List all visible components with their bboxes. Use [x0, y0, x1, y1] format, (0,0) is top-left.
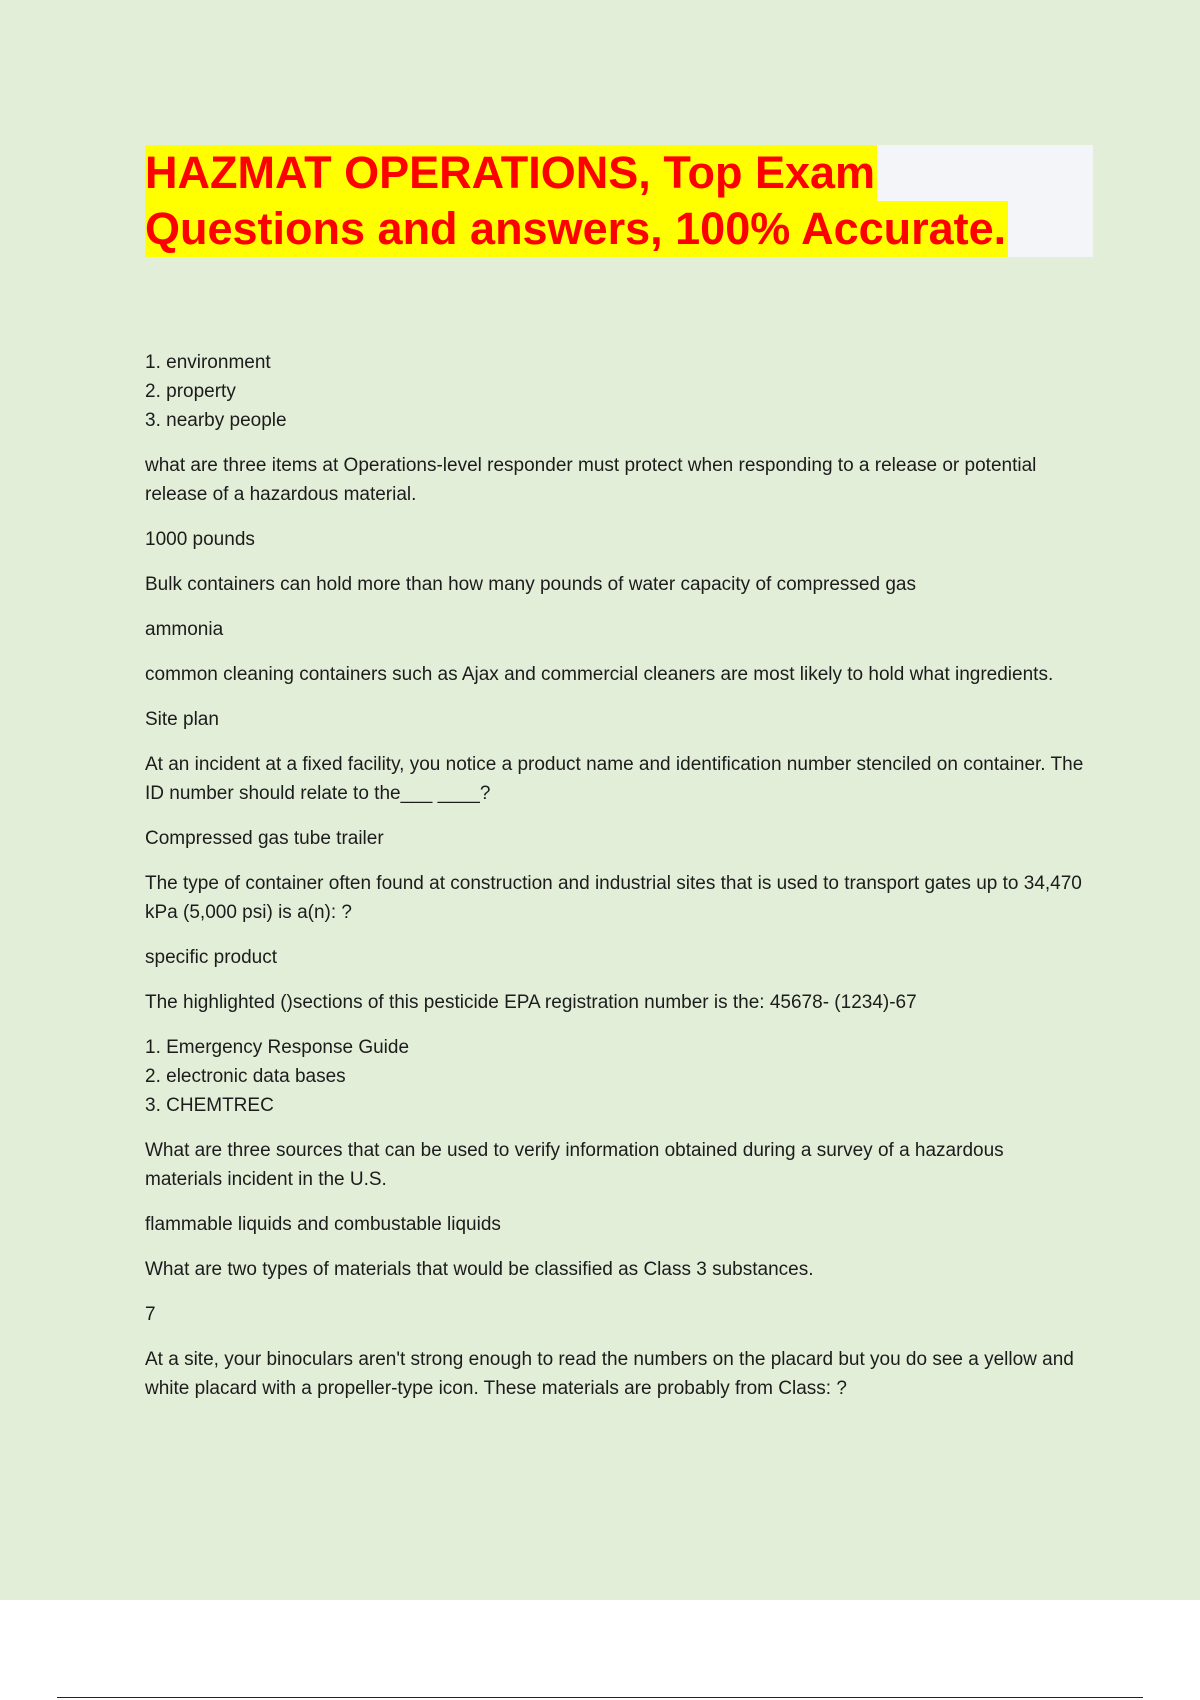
answer-list-item: 3. nearby people [145, 410, 287, 431]
answer-list-item: 3. CHEMTREC [145, 1095, 274, 1116]
question-text: What are two types of materials that would be classified as Class 3 substances. [145, 1259, 814, 1280]
question-text: At a site, your binoculars aren't strong enough to read the numbers on the placard but you do see a yellow and white placard with a propeller-type icon. These materials are probably from Class: ? [145, 1349, 1074, 1399]
question-text: Bulk containers can hold more than how many pounds of water capacity of compressed gas [145, 574, 916, 595]
question-text: The highlighted ()sections of this pesticide EPA registration number is the: 45678- (1234)-67 [145, 992, 917, 1013]
answer-text: specific product [145, 947, 278, 968]
title-box [145, 145, 1093, 257]
question-text: What are three sources that can be used to verify information obtained during a survey of a hazardous materials incident in the U.S. [145, 1140, 1004, 1190]
answer-list-item: 2. property [145, 381, 236, 402]
answer-text: 7 [145, 1304, 156, 1325]
answer-list [145, 1033, 1085, 1120]
document-title-line-1: HAZMAT OPERATIONS, Top Exam [145, 145, 877, 201]
answer-text: flammable liquids and combustable liquids [145, 1214, 501, 1235]
answer-list [145, 348, 1085, 435]
answer-text: ammonia [145, 619, 224, 640]
answer-text: Site plan [145, 709, 219, 730]
question-text: common cleaning containers such as Ajax and commercial cleaners are most likely to hold what ingredients. [145, 664, 1054, 685]
document-title-line-2: Questions and answers, 100% Accurate. [145, 201, 1008, 257]
qa-content [145, 348, 1085, 1419]
question-text: At an incident at a fixed facility, you notice a product name and identification number stenciled on container. The ID number should relate to the___ ____? [145, 754, 1084, 804]
answer-text: Compressed gas tube trailer [145, 828, 384, 849]
question-text: what are three items at Operations-level responder must protect when responding to a release or potential release of a hazardous material. [145, 455, 1037, 505]
answer-text: 1000 pounds [145, 529, 255, 550]
answer-list-item: 2. electronic data bases [145, 1066, 346, 1087]
answer-list-item: 1. Emergency Response Guide [145, 1037, 410, 1058]
answer-list-item: 1. environment [145, 352, 271, 373]
footer-divider [57, 1697, 1143, 1698]
question-text: The type of container often found at construction and industrial sites that is used to transport gates up to 34,470 kPa (5,000 psi) is a(n): ? [145, 873, 1082, 923]
